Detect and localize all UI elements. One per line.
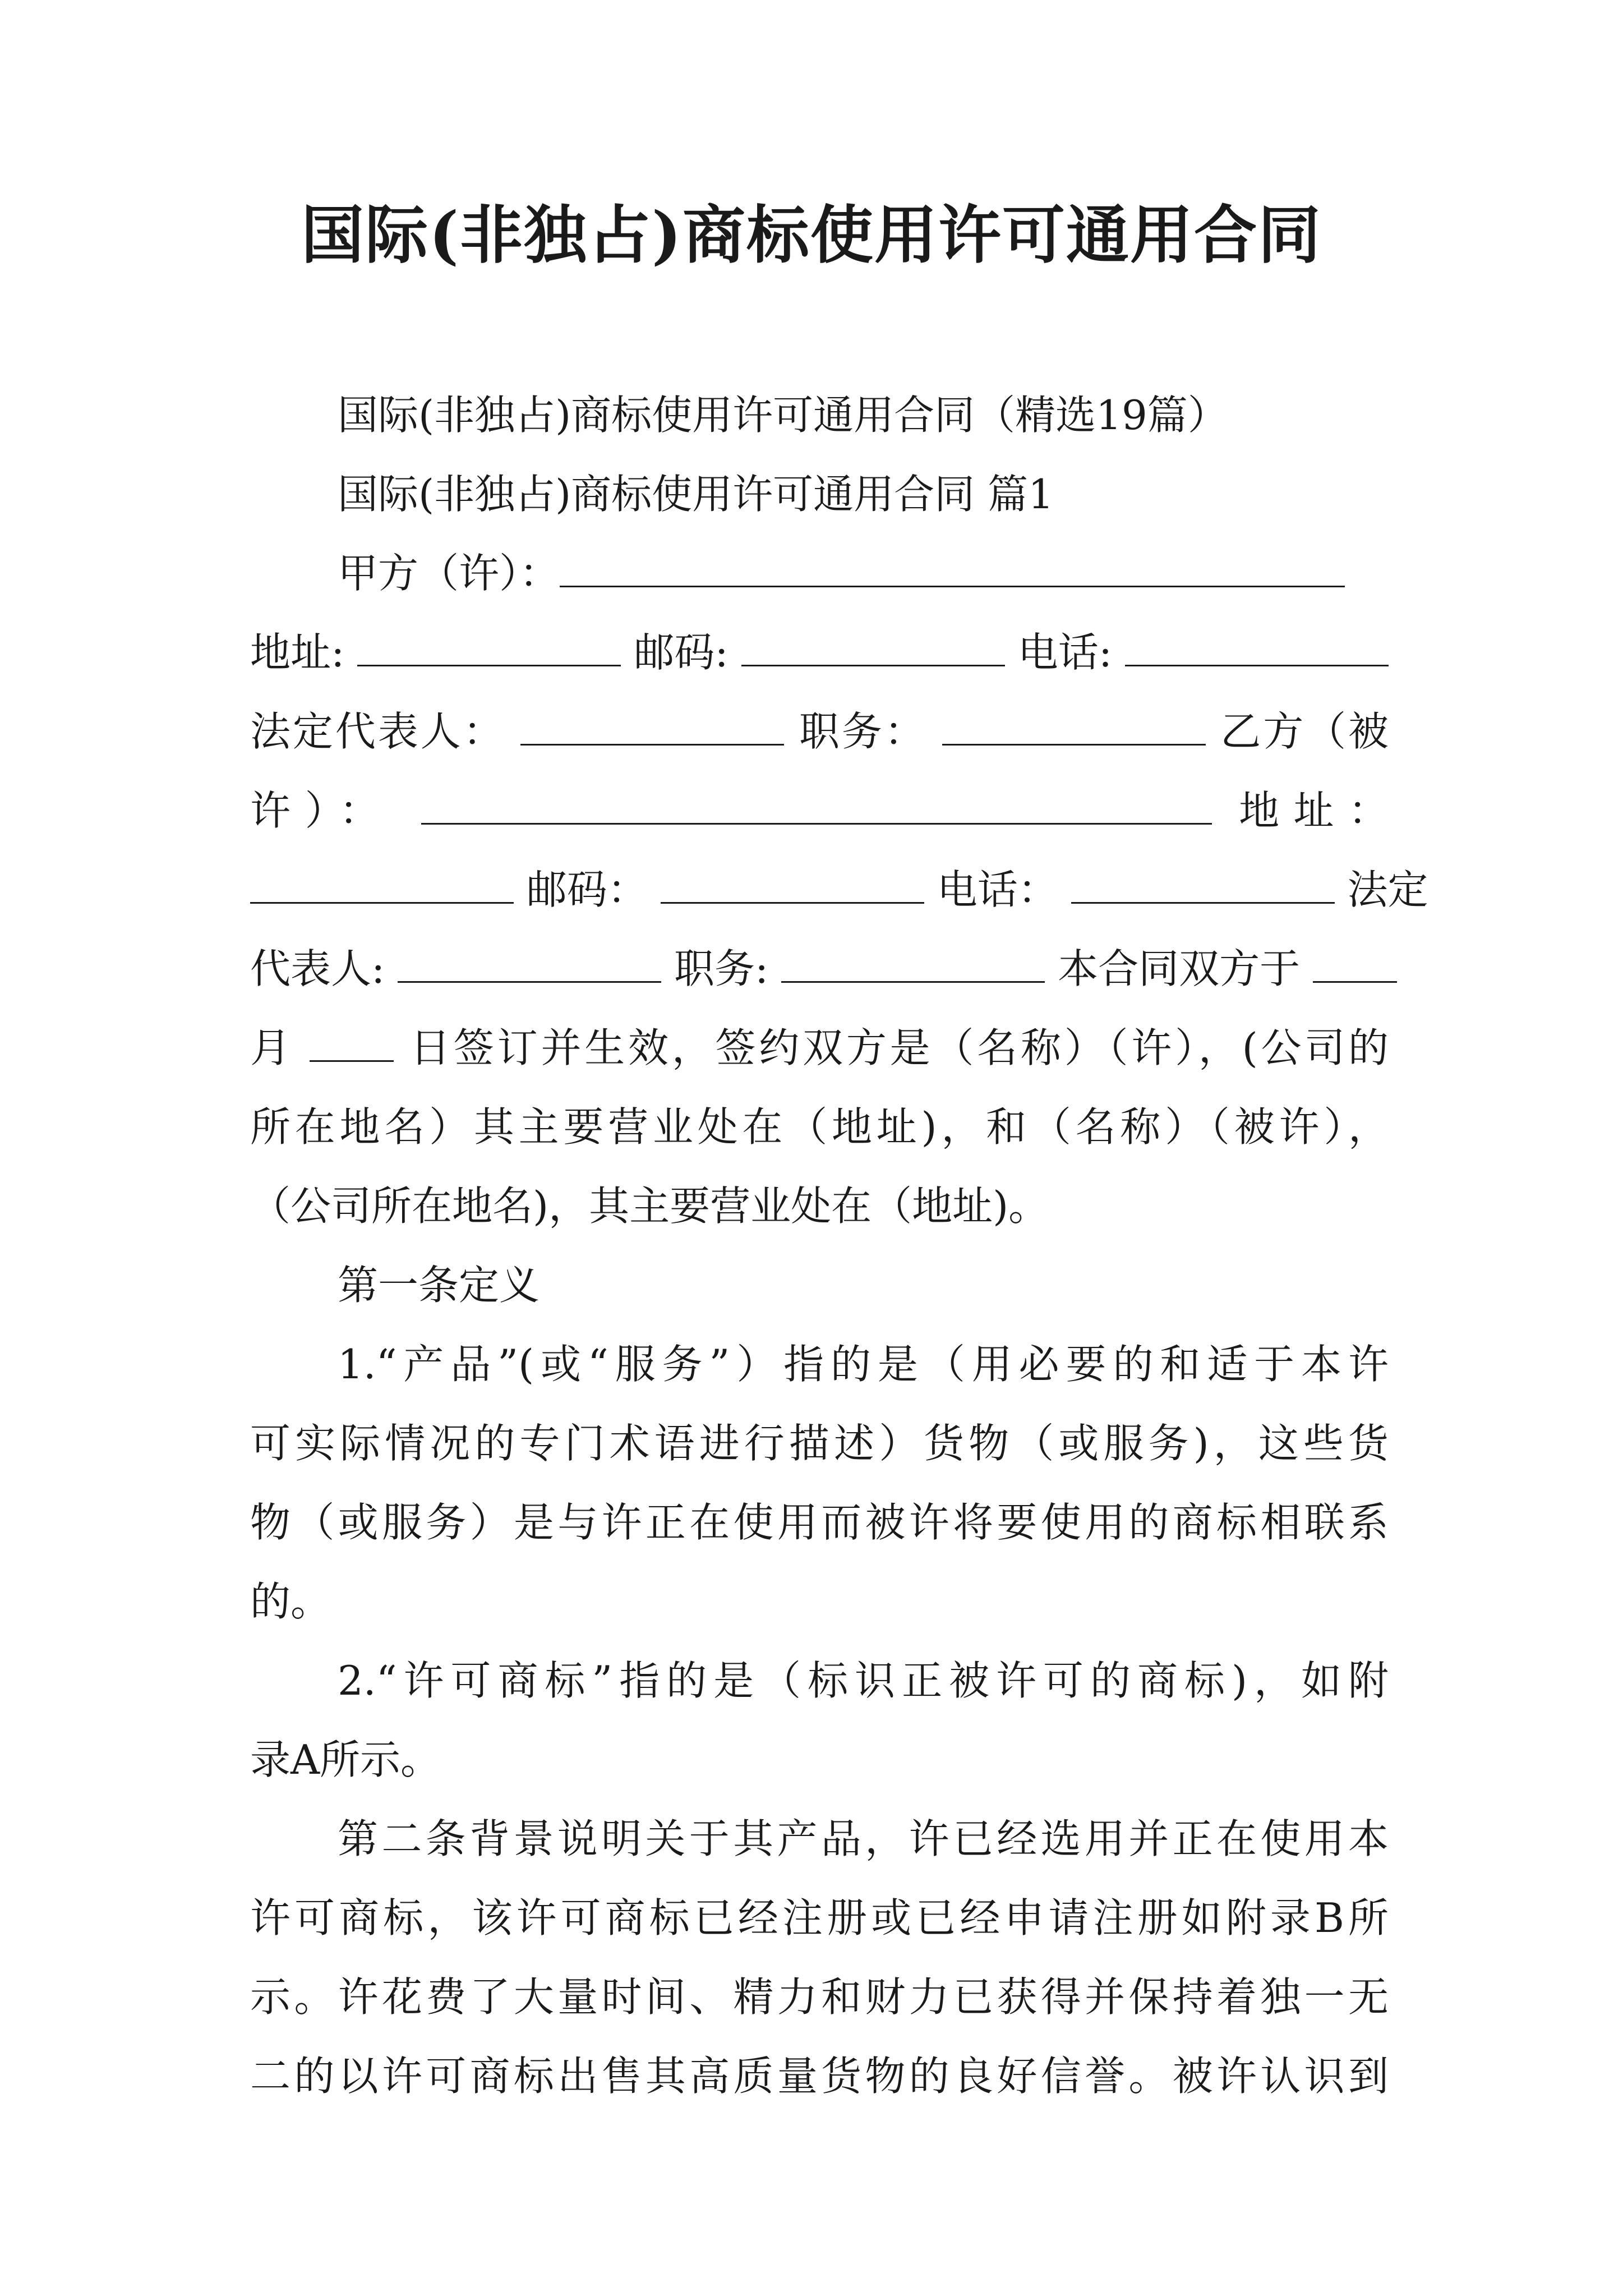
party-b-address-label: 地址：	[1239, 787, 1389, 834]
date-clause-start: 本合同双方于	[1058, 945, 1301, 992]
party-b-phone-blank	[1071, 865, 1335, 904]
phone-label: 电话:	[1017, 629, 1113, 676]
party-b-legal-rep-blank	[398, 944, 661, 983]
address-blank	[357, 628, 621, 666]
party-b-postcode-blank	[661, 865, 924, 904]
party-b-phone-label: 电话：	[937, 866, 1058, 913]
address-label: 地址:	[250, 629, 345, 676]
document-body	[250, 376, 1428, 2116]
definition-1-line-4: 的。	[250, 1578, 331, 1625]
definition-1-line-1: 1.“产品”(或“服务”）指的是（用必要的和适于本许	[338, 1341, 1389, 1388]
date-clause-line	[250, 1009, 1389, 1088]
party-b-blank	[421, 786, 1212, 825]
postcode-label: 邮码:	[634, 629, 728, 676]
position-label: 职务：	[799, 708, 927, 755]
party-a-contact-line	[250, 613, 1389, 692]
legal-rep-label: 法定代表人：	[250, 708, 506, 755]
party-b-legal-rep-label-end: 代表人:	[250, 945, 385, 992]
party-b-postcode-label: 邮码：	[526, 866, 648, 913]
definition-2-line-1: 2.“许可商标”指的是（标识正被许可的商标)，如附	[338, 1657, 1389, 1704]
date-clause-end: 日签订并生效，签约双方是（名称）（许），(公司的	[410, 1024, 1389, 1071]
date-day-blank	[310, 1023, 394, 1062]
article-2-line-2: 许可商标，该许可商标已经注册或已经申请注册如附录B所	[250, 1894, 1389, 1941]
phone-blank	[1125, 628, 1389, 666]
party-b-position-label: 职务:	[674, 945, 769, 992]
legal-rep-line	[250, 692, 1389, 771]
party-a-label: 甲方（许）：	[338, 550, 560, 597]
month-label: 月	[250, 1024, 294, 1071]
position-blank	[942, 707, 1206, 746]
definition-2-line-2: 录A所示。	[250, 1736, 441, 1783]
postcode-blank	[741, 628, 1005, 666]
article-2-line-1: 第二条背景说明关于其产品，许已经选用并正在使用本	[338, 1815, 1389, 1862]
party-b-label: 乙方（被	[1220, 708, 1389, 755]
parties-line-3: （公司所在地名)，其主要营业处在（地址)。	[250, 1182, 1049, 1230]
party-b-rep-line	[250, 930, 1389, 1009]
party-b-address-blank	[250, 865, 514, 904]
article-2-line-4: 二的以许可商标出售其高质量货物的良好信誉。被许认识到	[250, 2053, 1389, 2100]
document-subtitle: 国际(非独占)商标使用许可通用合同（精选19篇）	[338, 392, 1228, 439]
party-b-line	[250, 771, 1389, 850]
legal-rep-blank	[520, 707, 784, 746]
article-1-heading: 第一条定义	[338, 1262, 540, 1309]
party-b-contact-line	[250, 850, 1428, 930]
date-year-blank	[1313, 944, 1397, 983]
party-a-blank	[560, 549, 1345, 587]
party-b-label-cont: 许）：	[250, 787, 394, 834]
section-heading: 国际(非独占)商标使用许可通用合同 篇1	[338, 471, 1054, 518]
party-b-legal-rep-label-start: 法定	[1347, 866, 1428, 913]
party-b-position-blank	[781, 944, 1045, 983]
document-title: 国际(非独占)商标使用许可通用合同	[301, 199, 1322, 272]
parties-line-2: 所在地名）其主要营业处在（地址)，和（名称）（被许），	[250, 1103, 1389, 1151]
definition-1-line-3: 物（或服务）是与许正在使用而被许将要使用的商标相联系	[250, 1499, 1389, 1546]
definition-1-line-2: 可实际情况的专门术语进行描述）货物（或服务)，这些货	[250, 1420, 1389, 1467]
article-2-line-3: 示。许花费了大量时间、精力和财力已获得并保持着独一无	[250, 1973, 1389, 2021]
party-a-line	[250, 534, 1389, 613]
